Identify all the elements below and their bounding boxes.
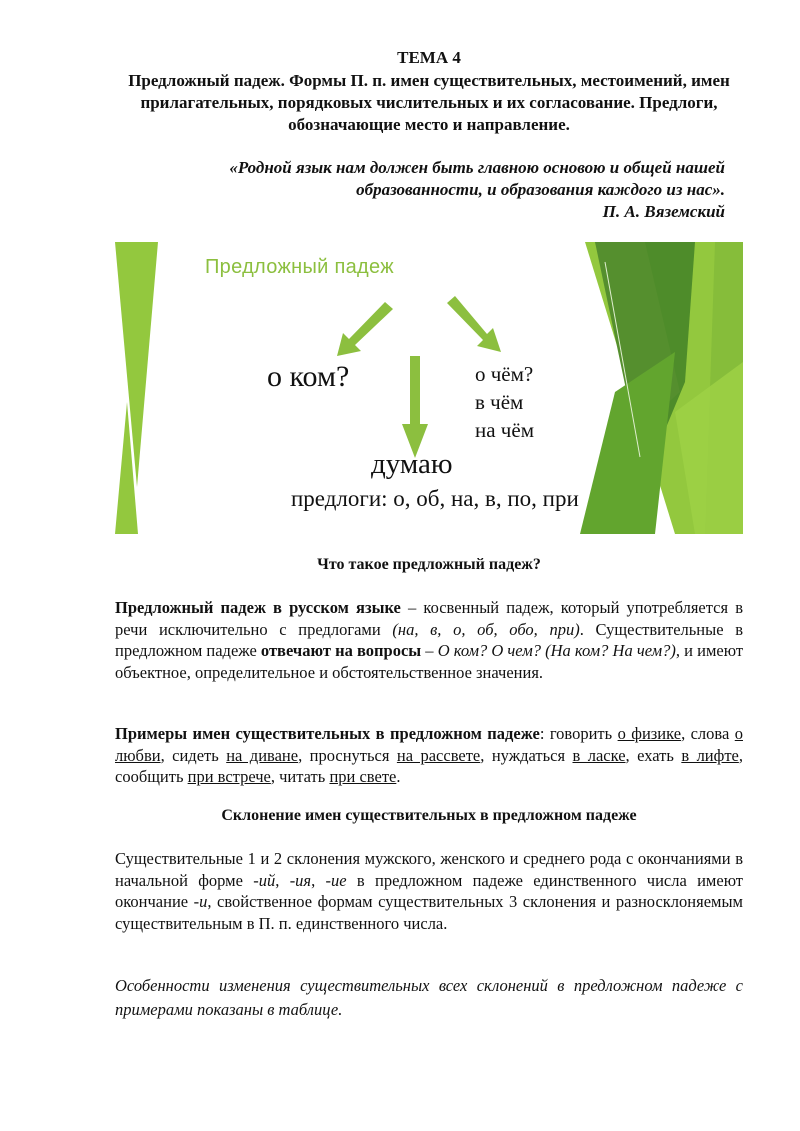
ending: -ие: [325, 870, 347, 890]
text: ,: [311, 870, 326, 890]
text: , проснуться: [298, 745, 397, 765]
bold-phrase: отвечают на вопросы: [260, 641, 422, 660]
prepositions-list: предлоги: о, об, на, в, по, при: [291, 486, 579, 511]
question-o-kom: о ком?: [267, 360, 350, 393]
ending: -ий: [253, 870, 276, 890]
declension-paragraph: [115, 848, 743, 934]
question-o-chem: [475, 360, 534, 444]
ending: -ия: [289, 870, 312, 890]
slide-title: Предложный падеж: [205, 256, 394, 278]
example: в ласке: [572, 745, 626, 765]
text: : говорить: [539, 724, 618, 743]
text: – косвенный падеж, который употребляется в речи исключительно с предлогами: [115, 598, 743, 639]
text: , слова: [681, 724, 735, 743]
epigraph-author: П. А. Вяземский: [602, 202, 725, 221]
text: , ехать: [625, 745, 682, 765]
slide-image: [115, 242, 743, 534]
topic-number: ТЕМА 4: [397, 48, 461, 67]
text: , сообщить: [115, 745, 743, 786]
epigraph: [115, 157, 725, 223]
example: в лифте: [681, 745, 739, 765]
question-line: на чём: [475, 418, 534, 442]
text: Существительные 1 и 2 склонения мужского, женского и среднего рода с окончаниями в начальной форме: [115, 849, 743, 890]
italic-prepositions: (на, в, о, об, обо, при): [392, 619, 580, 639]
arrow-left: [337, 302, 393, 356]
question-line: о чём?: [475, 362, 534, 386]
example: при встрече: [187, 767, 271, 786]
bold-term: Примеры имен существительных в предложном падеже: [115, 724, 540, 743]
text: .: [396, 767, 401, 786]
epigraph-line-2: образованности, и образования каждого из нас».: [356, 180, 725, 199]
text: , свойственное формам существительных 3 склонения и разносклоняемым существительным в П. п. единственного числа.: [115, 892, 743, 933]
example: при свете: [329, 767, 397, 786]
epigraph-line-1: «Родной язык нам должен быть главною основою и общей нашей: [229, 158, 725, 177]
definition-paragraph: [115, 597, 743, 683]
text: . Существительные в предложном падеже: [115, 619, 743, 660]
example: о любви: [115, 724, 743, 765]
left-triangle-top: [115, 242, 158, 487]
section-heading-what-is: Что такое предложный падеж?: [317, 556, 541, 573]
example: на рассвете: [396, 745, 481, 765]
verb-dumayu: думаю: [371, 448, 453, 480]
arrow-right: [447, 296, 501, 352]
text: в предложном падеже единственного числа имеют окончание: [115, 870, 744, 911]
examples-paragraph: [115, 723, 743, 788]
example: на диване: [226, 745, 299, 765]
table-note-paragraph: Особенности изменения существительных всех склонений в предложном падеже с примерами показаны в таблице.: [115, 976, 743, 1019]
topic-title: Предложный падеж. Формы П. п. имен существительных, местоимений, имен прилагательных, порядковых числительных и их согласование. Предлоги, обозначающие место и направление.: [128, 71, 730, 134]
example: о физике: [617, 724, 682, 743]
ending: -и: [193, 892, 208, 911]
text: , сидеть: [160, 745, 227, 765]
text: , читать: [270, 767, 330, 786]
text: ,: [275, 870, 290, 890]
italic-questions: О ком? О чем? (На ком? На чем?): [437, 641, 676, 660]
text: –: [421, 641, 438, 660]
section-heading-declension: Склонение имен существительных в предложном падеже: [221, 807, 637, 824]
bold-term: Предложный падеж в русском языке: [115, 598, 401, 617]
text: , нуждаться: [480, 745, 573, 765]
arrow-down: [402, 356, 428, 458]
text: , и имеют объектное, определительное и обстоятельственное значения.: [115, 641, 744, 682]
question-line: в чём: [475, 390, 524, 414]
